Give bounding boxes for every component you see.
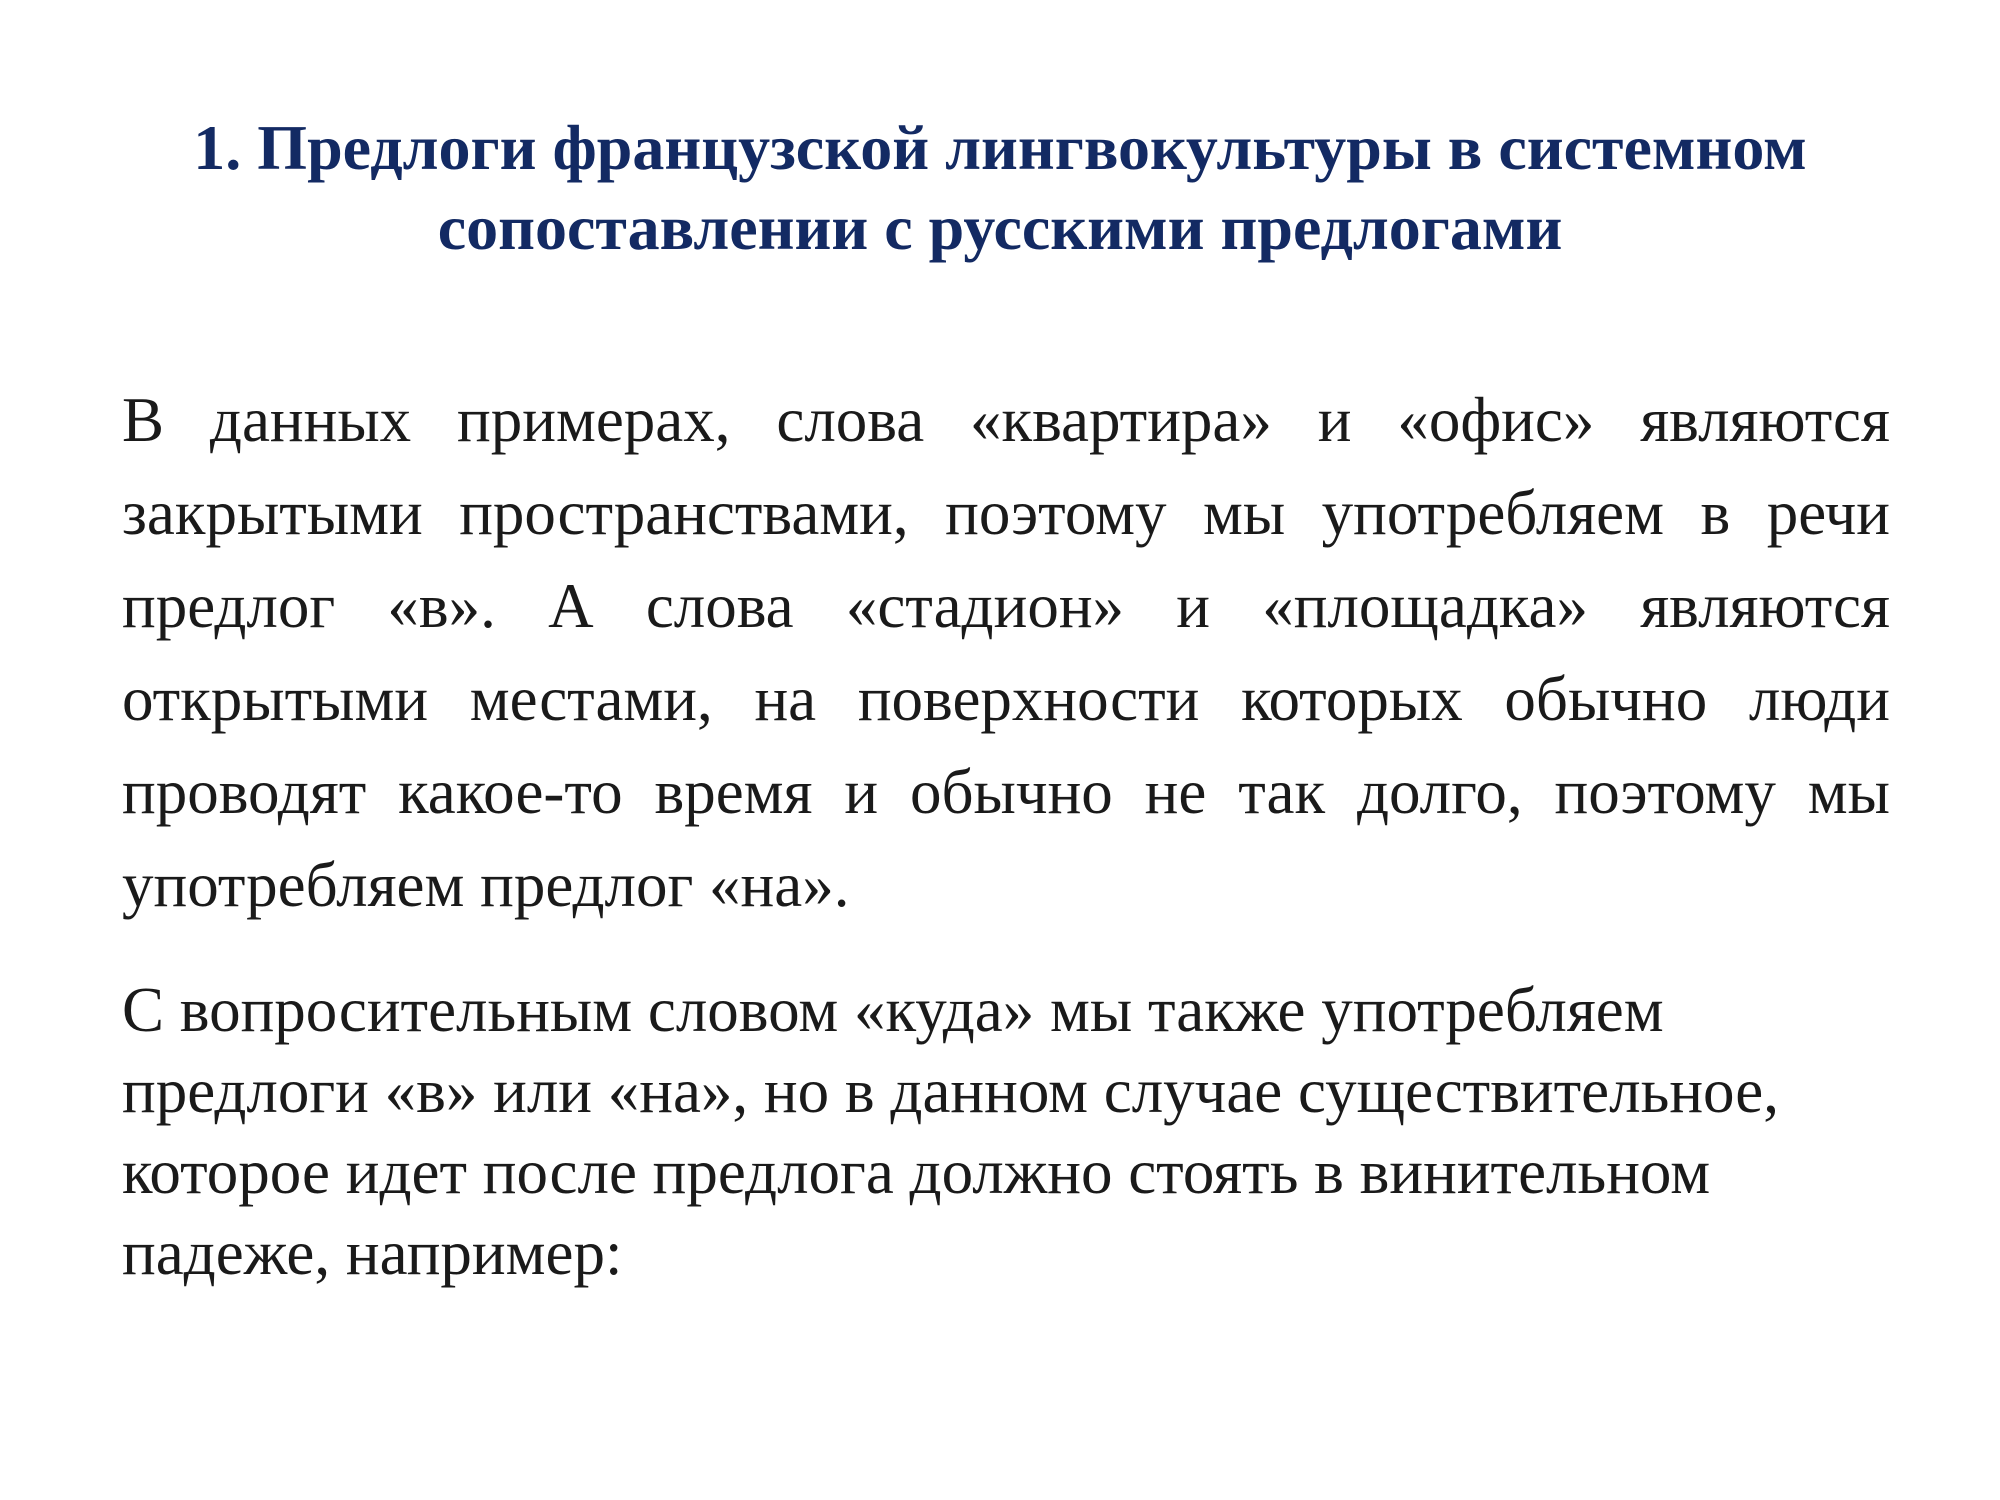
paragraph-line: С вопросительным словом «куда» мы также употребляем bbox=[122, 975, 1664, 1045]
paragraph-line: которое идет после предлога должно стоять в винительном bbox=[122, 1137, 1711, 1207]
paragraph-line: закрытыми пространствами, поэтому мы употребляем в речи bbox=[122, 478, 1890, 548]
paragraph-line: проводят какое-то время и обычно не так долго, поэтому мы bbox=[122, 757, 1890, 827]
body-paragraph-1 bbox=[122, 374, 1890, 932]
slide-title-line: 1. Предлоги французской лингвокультуры в системном bbox=[193, 112, 1807, 183]
paragraph-line: употребляем предлог «на». bbox=[122, 850, 850, 920]
body-paragraph-2 bbox=[122, 970, 1890, 1294]
paragraph-line: предлоги «в» или «на», но в данном случае существительное, bbox=[122, 1056, 1780, 1126]
paragraph-line: В данных примерах, слова «квартира» и «офис» являются bbox=[122, 385, 1890, 455]
slide-title-line: сопоставлении с русскими предлогами bbox=[437, 192, 1563, 263]
paragraph-line: предлог «в». А слова «стадион» и «площадка» являются bbox=[122, 571, 1890, 641]
paragraph-line: падеже, например: bbox=[122, 1218, 623, 1288]
slide-title bbox=[120, 108, 1880, 268]
paragraph-line: открытыми местами, на поверхности которых обычно люди bbox=[122, 664, 1890, 734]
